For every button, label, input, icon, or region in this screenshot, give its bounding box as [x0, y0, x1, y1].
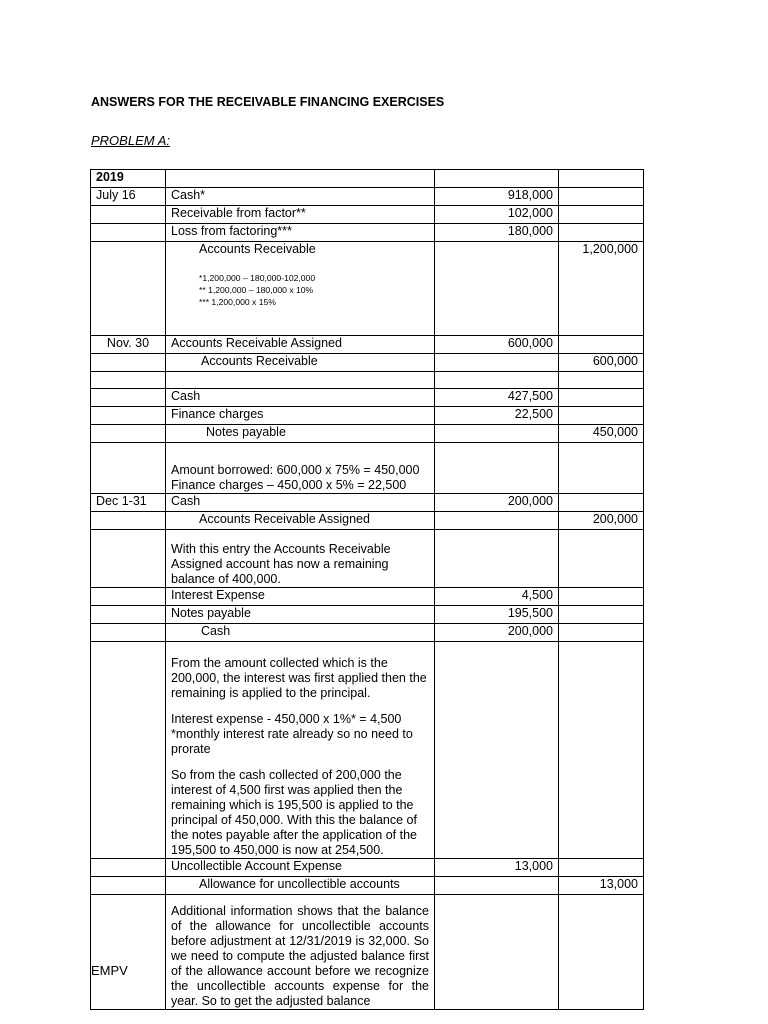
account-cell: Cash	[166, 624, 435, 642]
account-cell: Interest Expense	[166, 588, 435, 606]
account-cell: Accounts Receivable	[166, 354, 435, 372]
note-line: ** 1,200,000 – 180,000 x 10%	[199, 285, 314, 295]
table-row	[91, 242, 644, 336]
debit-cell: 918,000	[435, 188, 559, 206]
credit-cell: 1,200,000	[559, 242, 644, 336]
debit-cell: 427,500	[435, 389, 559, 407]
note-line: *monthly interest rate already so no need to prorate	[171, 727, 413, 756]
credit-cell: 450,000	[559, 425, 644, 443]
note-row	[91, 642, 644, 859]
table-row	[91, 606, 644, 624]
table-row	[91, 877, 644, 895]
debit-cell: 600,000	[435, 336, 559, 354]
computation-note	[166, 443, 435, 494]
page-title: ANSWERS FOR THE RECEIVABLE FINANCING EXERCISES	[91, 95, 445, 109]
date-cell: Nov. 30	[91, 336, 166, 354]
explanation-note	[166, 642, 435, 859]
table-row	[91, 389, 644, 407]
account-cell: Accounts Receivable Assigned	[166, 336, 435, 354]
date-cell: July 16	[91, 188, 166, 206]
debit-cell: 102,000	[435, 206, 559, 224]
table-row	[91, 624, 644, 642]
computation-note	[199, 272, 429, 308]
account-cell: Notes payable	[166, 425, 435, 443]
problem-label: PROBLEM A:	[91, 133, 170, 148]
spacer-row	[91, 372, 644, 389]
table-row	[91, 407, 644, 425]
table-row	[91, 859, 644, 877]
table-row	[91, 206, 644, 224]
note-row	[91, 443, 644, 494]
credit-cell: 200,000	[559, 512, 644, 530]
note-row	[91, 530, 644, 588]
date-cell: Dec 1-31	[91, 494, 166, 512]
explanation-note: Additional information shows that the balance of the allowance for uncollectible accounts before adjustment at 12/31/2019 is 32,000. So we need to compute the adjusted balance first of the allowance account before we recognize the uncollectible accounts expense for the year. So to get the adjusted balance	[166, 895, 435, 1010]
table-row	[91, 354, 644, 372]
account-cell: Cash	[166, 389, 435, 407]
debit-cell: 13,000	[435, 859, 559, 877]
credit-cell: 13,000	[559, 877, 644, 895]
account-cell: Cash*	[166, 188, 435, 206]
table-row	[91, 425, 644, 443]
note-line: *1,200,000 – 180,000-102,000	[199, 273, 316, 283]
account-cell: Uncollectible Account Expense	[166, 859, 435, 877]
note-paragraph	[171, 712, 429, 757]
note-line: *** 1,200,000 x 15%	[199, 297, 276, 307]
account-cell: Allowance for uncollectible accounts	[166, 877, 435, 895]
note-row	[91, 895, 644, 1010]
table-row	[91, 224, 644, 242]
account-note-cell	[166, 242, 435, 336]
note-paragraph: From the amount collected which is the 200,000, the interest was first applied then the remaining is applied to the principal.	[171, 656, 427, 700]
account-cell: Finance charges	[166, 407, 435, 425]
account-cell: Cash	[166, 494, 435, 512]
debit-cell: 4,500	[435, 588, 559, 606]
table-row	[91, 494, 644, 512]
table-row	[91, 336, 644, 354]
account-cell: Receivable from factor**	[166, 206, 435, 224]
note-paragraph: So from the cash collected of 200,000 the interest of 4,500 first was applied then the remaining which is 195,500 is applied to the principal of 450,000. With this the balance of the notes payable after the application of the 195,500 to 450,000 is now at 254,500.	[171, 768, 418, 857]
table-row	[91, 512, 644, 530]
note-line: Finance charges – 450,000 x 5% = 22,500	[171, 478, 407, 492]
explanation-note: With this entry the Accounts Receivable Assigned account has now a remaining balance of 400,000.	[166, 530, 435, 588]
table-row	[91, 188, 644, 206]
account-cell: Loss from factoring***	[166, 224, 435, 242]
credit-cell: 200,000	[435, 624, 559, 642]
debit-cell: 200,000	[435, 494, 559, 512]
credit-cell: 600,000	[559, 354, 644, 372]
note-line: Amount borrowed: 600,000 x 75% = 450,000	[171, 463, 420, 477]
footer-initials: EMPV	[91, 963, 128, 978]
account-cell: Accounts Receivable Assigned	[166, 512, 435, 530]
year-cell: 2019	[91, 170, 166, 188]
debit-cell: 22,500	[435, 407, 559, 425]
journal-entries-table	[90, 169, 644, 1010]
table-row	[91, 588, 644, 606]
account-cell: Notes payable	[166, 606, 435, 624]
note-line: Interest expense - 450,000 x 1%* = 4,500	[171, 712, 402, 726]
debit-cell: 195,500	[435, 606, 559, 624]
debit-cell: 180,000	[435, 224, 559, 242]
year-row	[91, 170, 644, 188]
account-name: Accounts Receivable	[199, 242, 316, 256]
